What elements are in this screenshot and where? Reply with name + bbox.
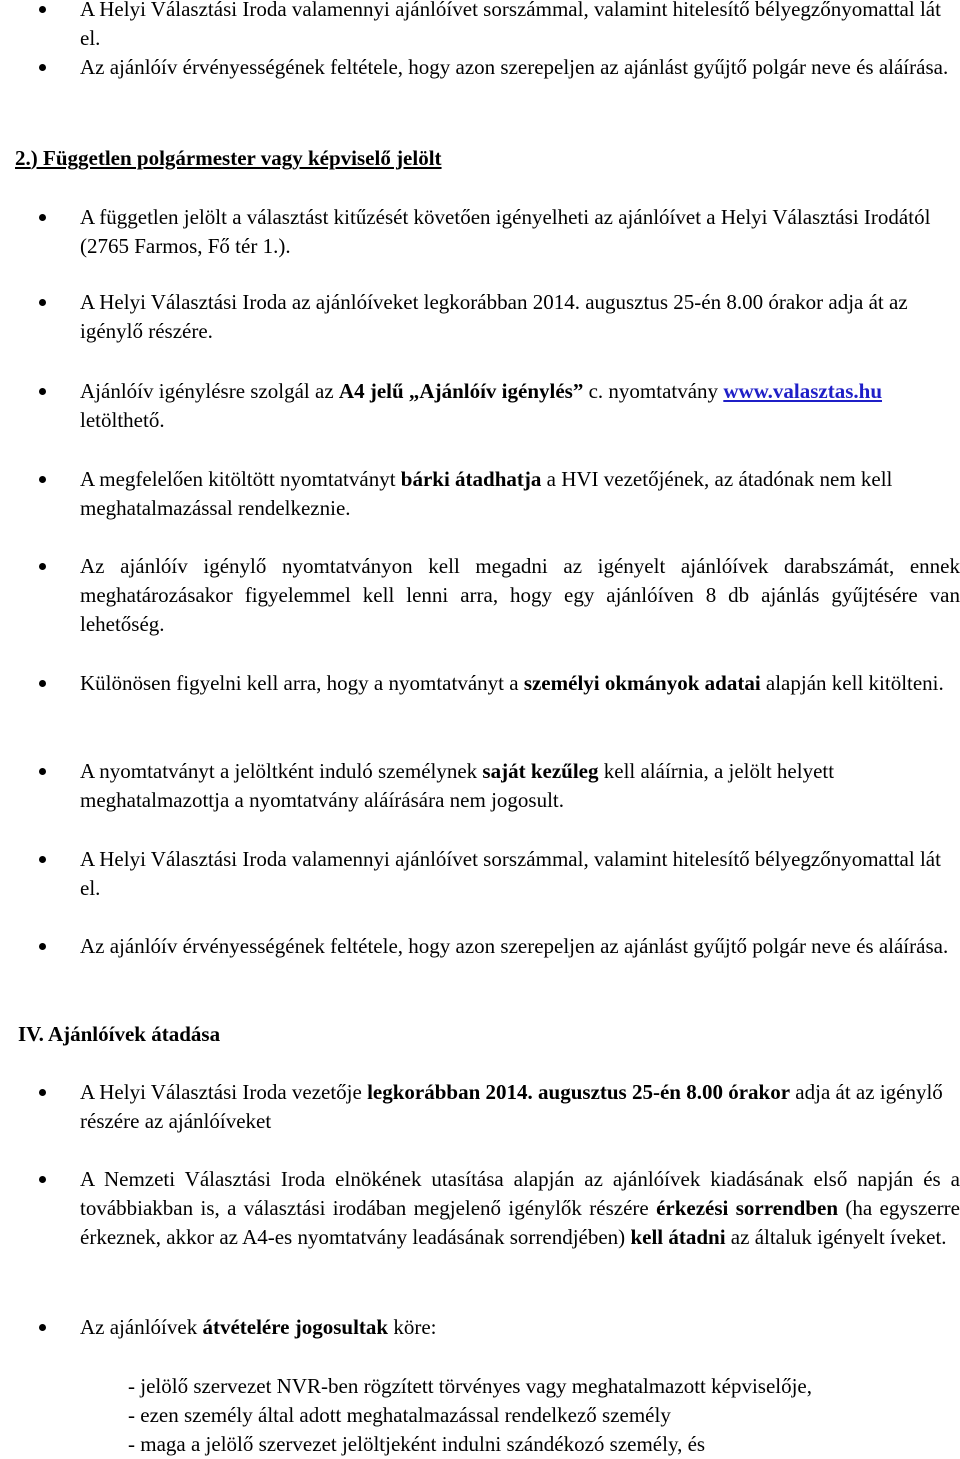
atad-bold: bárki átadhatja: [400, 467, 542, 491]
bullet-icon: [39, 388, 46, 395]
valasztas-link[interactable]: www.valasztas.hu: [723, 379, 883, 403]
bullet-icon: [39, 6, 46, 13]
bullet-icon: [39, 64, 46, 71]
s2-item-1: [80, 203, 960, 261]
top-bullet-1-text: A Helyi Választási Iroda valamennyi ajánlóívet sorszámmal, valamint hitelesítő bélyegzőnyomattal lát el.: [80, 0, 941, 50]
kezuleg-post: kell aláírnia, a jelölt helyett meghatalmazottja a nyomtatvány aláírására nem jogosult.: [80, 759, 835, 812]
s2-item-atad: [80, 465, 960, 523]
s4-item-1-pre: A Helyi Választási Iroda vezetője: [80, 1080, 368, 1104]
s4-item-2: [80, 1165, 960, 1252]
s2-item-a4: [80, 377, 960, 435]
dash-item-1-text: - jelölő szervezet NVR-ben rögzített törvényes vagy meghatalmazott képviselője,: [128, 1374, 813, 1398]
bottom-bullet-1: [80, 845, 960, 903]
okmany-bold: személyi okmányok adatai: [523, 671, 761, 695]
bullet-icon: [39, 563, 46, 570]
section-4-title: IV. Ajánlóívek átadása: [18, 1022, 221, 1046]
s4-item-1-post: adja át az igénylő részére az ajánlóíveket: [80, 1080, 943, 1133]
dash-item-1: [128, 1372, 960, 1401]
s4-item-1: [80, 1078, 960, 1136]
section-2-number: 2.: [15, 146, 31, 170]
s4-item-2-bold-2: kell átadni: [630, 1225, 726, 1249]
atad-pre: A megfelelően kitöltött nyomtatványt: [80, 467, 401, 491]
s4-item-3-pre: Az ajánlóívek: [80, 1315, 203, 1339]
bottom-bullet-2: [80, 932, 960, 961]
a4-pre: Ajánlóív igénylésre szolgál az: [80, 379, 339, 403]
bullet-icon: [39, 299, 46, 306]
s2-item-2-text: A Helyi Választási Iroda az ajánlóíveket legkorábban 2014. augusztus 25-én 8.00 órakor adja át az igénylő részére.: [80, 290, 908, 343]
section-4-heading: [18, 1020, 220, 1049]
dash-item-2: [128, 1401, 960, 1430]
okmany-post: alapján kell kitölteni.: [760, 671, 944, 695]
s2-item-1-text: A független jelölt a választást kitűzését követően igényelheti az ajánlóívet a Helyi Választási Irodától (2765 Farmos, Fő tér 1.).: [80, 205, 931, 258]
section-2-heading: [15, 144, 442, 173]
s4-item-2-bold-1: érkezési sorrendben: [656, 1196, 839, 1220]
bullet-icon: [39, 943, 46, 950]
s2-item-okmany: [80, 669, 960, 698]
s2-item-darab: [80, 552, 960, 639]
s4-item-3: [80, 1313, 960, 1342]
a4-tail: letölthető.: [80, 408, 165, 432]
atad-post: a HVI vezetőjének, az átadónak nem kell meghatalmazással rendelkeznie.: [80, 467, 893, 520]
s4-item-3-bold: átvételére jogosultak: [202, 1315, 389, 1339]
dash-item-3-text: - maga a jelölő szervezet jelöltjeként indulni szándékozó személy, és: [128, 1432, 706, 1456]
a4-bold: A4 jelű „Ajánlóív igénylés”: [338, 379, 584, 403]
bullet-icon: [39, 214, 46, 221]
bullet-icon: [39, 768, 46, 775]
kezuleg-bold: saját kezűleg: [482, 759, 599, 783]
top-bullet-2-text: Az ajánlóív érvényességének feltétele, hogy azon szerepeljen az ajánlást gyűjtő polgár neve és aláírása.: [80, 55, 949, 79]
top-bullet-1: [80, 0, 960, 53]
bullet-icon: [39, 1089, 46, 1096]
kezuleg-pre: A nyomtatványt a jelöltként induló személynek: [80, 759, 483, 783]
bullet-icon: [39, 680, 46, 687]
darab-text: Az ajánlóív igénylő nyomtatványon kell megadni az igényelt ajánlóívek darabszámát, ennek meghatározásakor figyelemmel kell lenni arra, hogy egy ajánlóíven 8 db ajánlás gyűjtésére van lehetőség.: [80, 554, 960, 636]
s4-item-2-pre: A Nemzeti Választási Iroda elnökének utasítása alapján az ajánlóívek kiadásának első napján és a továbbiakban is, a választási irodában megjelenő igénylők részére: [80, 1167, 960, 1220]
s4-item-3-post: köre:: [388, 1315, 437, 1339]
okmany-pre: Különösen figyelni kell arra, hogy a nyomtatványt a: [80, 671, 524, 695]
bullet-icon: [39, 476, 46, 483]
top-bullet-2: [80, 53, 960, 82]
bullet-icon: [39, 1176, 46, 1183]
s4-item-2-mid: (ha egyszerre érkeznek, akkor az A4-es nyomtatvány leadásának sorrendjében): [80, 1196, 960, 1249]
bullet-icon: [39, 1324, 46, 1331]
dash-item-2-text: - ezen személy által adott meghatalmazással rendelkező személy: [128, 1403, 671, 1427]
s4-item-2-post: az általuk igényelt íveket.: [725, 1225, 947, 1249]
section-2-title: ) Független polgármester vagy képviselő jelölt: [30, 146, 442, 170]
s4-item-1-bold: legkorábban 2014. augusztus 25-én 8.00 órakor: [367, 1080, 791, 1104]
s2-item-kezuleg: [80, 757, 960, 815]
a4-post: c. nyomtatvány: [583, 379, 724, 403]
bullet-icon: [39, 856, 46, 863]
dash-item-3: [128, 1430, 960, 1459]
bottom-bullet-2-text: Az ajánlóív érvényességének feltétele, hogy azon szerepeljen az ajánlást gyűjtő polgár neve és aláírása.: [80, 934, 949, 958]
s2-item-2: [80, 288, 960, 346]
bottom-bullet-1-text: A Helyi Választási Iroda valamennyi ajánlóívet sorszámmal, valamint hitelesítő bélyegzőnyomattal lát el.: [80, 847, 941, 900]
